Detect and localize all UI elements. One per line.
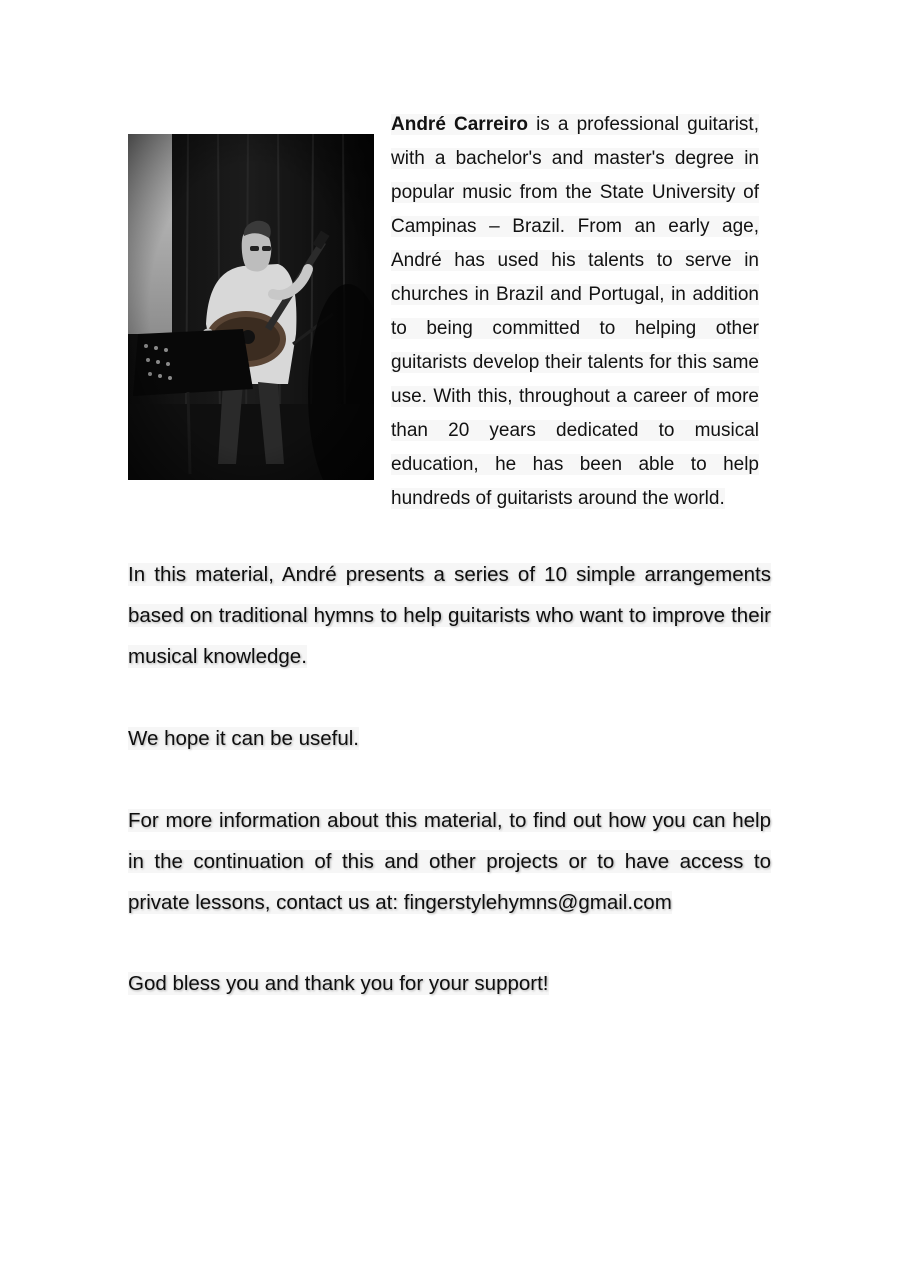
author-bio-section [128,108,768,518]
author-name: André Carreiro [391,114,528,135]
intro-paragraph [128,554,771,677]
intro-text: In this material, André presents a series of 10 simple arrangements based on traditional hymns to help guitarists who want to improve their musical knowledge. [128,563,771,668]
contact-paragraph [128,800,771,923]
author-bio-paragraph [391,108,759,516]
blessing-paragraph [128,963,771,1004]
contact-text: For more information about this material, to find out how you can help in the continuation of this and other projects or to have access to private lessons, contact us at: fingerstylehymns@gmail.com [128,809,771,914]
guitarist-photo-illustration [128,134,374,480]
hope-text: We hope it can be useful. [128,727,359,750]
blessing-text: God bless you and thank you for your support! [128,972,549,995]
author-bio-text: is a professional guitarist, with a bachelor's and master's degree in popular music from the State University of Campinas – Brazil. From an early age, André has used his talents to serve in churches in Brazil and Portugal, in addition to being committed to helping other guitarists develop their talents for this same use. With this, throughout a career of more than 20 years dedicated to musical education, he has been able to help hundreds of guitarists around the world. [391,114,759,509]
guitarist-photo [128,134,374,480]
hope-paragraph [128,718,771,759]
